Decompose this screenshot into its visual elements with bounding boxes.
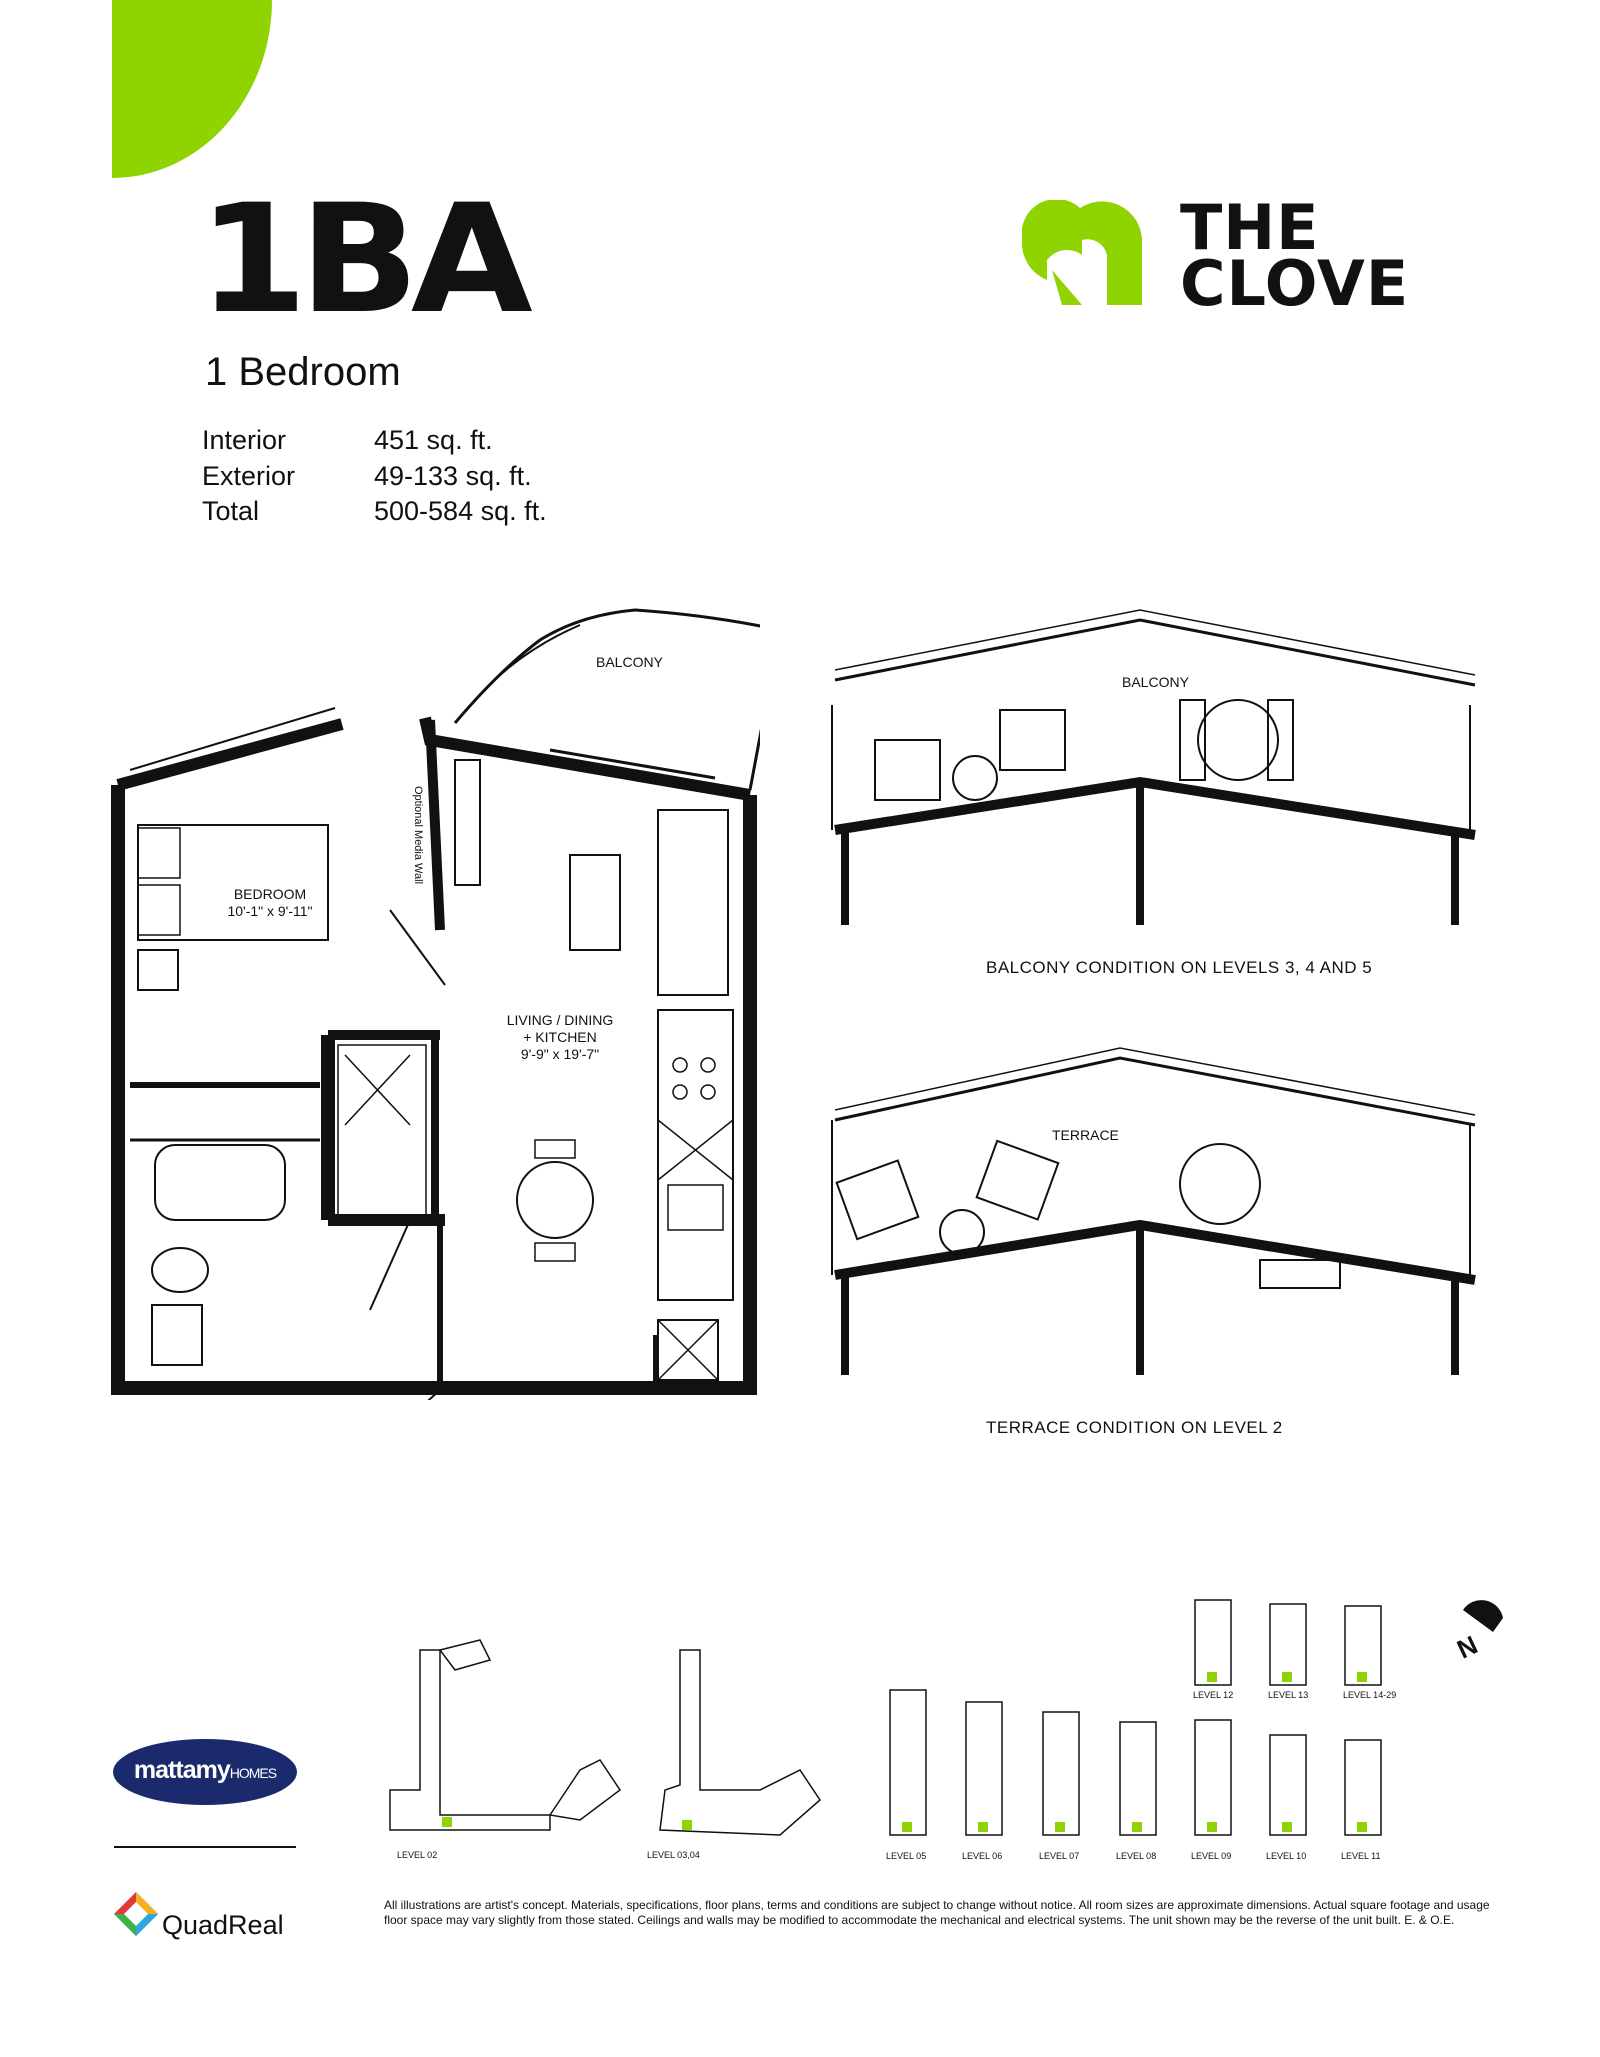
mattamy-main: mattamy [133, 1756, 230, 1784]
bedroom-name: BEDROOM [233, 886, 307, 902]
area-row-total [202, 496, 547, 527]
living-label [490, 1012, 630, 1063]
keyplan-label: LEVEL 13 [1268, 1690, 1309, 1700]
bedroom-dims: 10'-1" x 9'-11" [227, 903, 313, 919]
keyplan-label: LEVEL 08 [1116, 1851, 1157, 1861]
keyplan-label: LEVEL 07 [1039, 1851, 1080, 1861]
area-label: Exterior [202, 461, 296, 491]
quadreal-logo-icon [112, 1890, 160, 1938]
brand-line-1: THE [1180, 191, 1320, 264]
brand-line-2: CLOVE [1180, 247, 1410, 320]
key-plans [380, 1590, 1420, 1870]
area-row-interior [202, 425, 493, 456]
mattamy-sub: HOMES [229, 1765, 277, 1781]
balcony-label: BALCONY [596, 654, 663, 670]
balcony-condition-plan [820, 600, 1480, 930]
keyplan-label: LEVEL 02 [397, 1850, 438, 1860]
keyplan-label: LEVEL 11 [1341, 1851, 1381, 1861]
area-value: 49-133 sq. ft. [374, 461, 532, 491]
balcony-plan-label: BALCONY [1122, 674, 1189, 690]
keyplan-label: LEVEL 06 [962, 1851, 1003, 1861]
north-label: N [1452, 1629, 1483, 1665]
area-value: 451 sq. ft. [374, 425, 493, 455]
bedroom-label [200, 886, 340, 920]
keyplan-label: LEVEL 05 [886, 1851, 927, 1861]
unit-code: 1BA [198, 173, 525, 347]
terrace-condition-plan [820, 1040, 1480, 1380]
keyplan-label: LEVEL 12 [1193, 1690, 1234, 1700]
keyplan-label: LEVEL 09 [1191, 1851, 1232, 1861]
keyplan-label: LEVEL 14-29 [1343, 1690, 1397, 1700]
living-name-2: + KITCHEN [523, 1029, 597, 1045]
logo-divider [114, 1846, 296, 1848]
terrace-caption: TERRACE CONDITION ON LEVEL 2 [986, 1418, 1283, 1437]
unit-type: 1 Bedroom [205, 350, 401, 394]
main-floor-plan [110, 600, 760, 1400]
balcony-caption: BALCONY CONDITION ON LEVELS 3, 4 AND 5 [986, 958, 1373, 977]
clove-logo-icon [1022, 200, 1162, 310]
corner-accent-shape [0, 0, 280, 180]
media-wall-label: Optional Media Wall [412, 785, 424, 885]
disclaimer-text: All illustrations are artist's concept. Materials, specifications, floor plans, terms and conditions are subject to change without notice. All room sizes are approximate dimensions. Actual square footage and usage floor space may vary slightly from those stated. Ceilings and walls may be modified to accommodate the mechanical and electrical systems. The unit shown may be the reverse of the unit built. E. & O.E. [384, 1898, 1490, 1927]
area-label: Interior [202, 425, 287, 455]
area-row-exterior [202, 461, 532, 492]
living-dims: 9'-9" x 19'-7" [520, 1046, 600, 1062]
brand-wordmark [1180, 191, 1410, 320]
living-name: LIVING / DINING [506, 1012, 614, 1028]
keyplan-label: LEVEL 03,04 [647, 1850, 700, 1860]
quadreal-wordmark: QuadReal [162, 1910, 284, 1940]
area-value: 500-584 sq. ft. [374, 496, 547, 526]
area-label: Total [202, 496, 260, 526]
terrace-plan-label: TERRACE [1052, 1127, 1119, 1143]
keyplan-label: LEVEL 10 [1266, 1851, 1307, 1861]
mattamy-wordmark [118, 1756, 292, 1785]
